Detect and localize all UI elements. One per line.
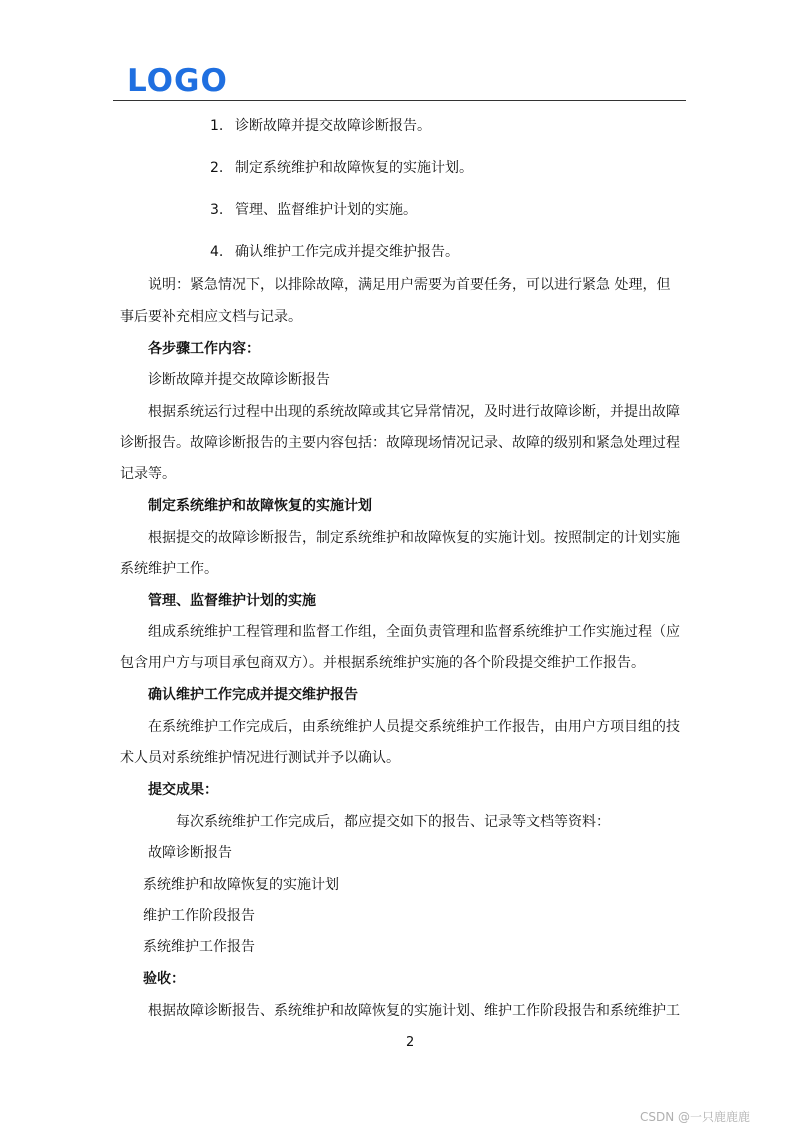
step1-title: 诊断故障并提交故障诊断报告 <box>148 372 330 388</box>
deliverable-item: 维护工作阶段报告 <box>143 908 255 924</box>
step-2-text: 制定系统维护和故障恢复的实施计划。 <box>235 160 473 176</box>
step4-para-line-1: 在系统维护工作完成后，由系统维护人员提交系统维护工作报告，由用户方项目组的技 <box>148 719 680 735</box>
step4-para-line-2: 术人员对系统维护情况进行测试并予以确认。 <box>120 750 400 766</box>
deliverables-heading: 提交成果： <box>148 782 218 798</box>
step-4-number: 4. <box>210 244 224 260</box>
acceptance-para-line-1: 根据故障诊断报告、系统维护和故障恢复的实施计划、维护工作阶段报告和系统维护工 <box>148 1003 680 1019</box>
deliverable-item: 故障诊断报告 <box>148 845 232 861</box>
step-3-number: 3. <box>210 202 224 218</box>
watermark: CSDN @一只鹿鹿鹿 <box>640 1110 751 1124</box>
logo: LOGO <box>127 63 228 99</box>
step-3-text: 管理、监督维护计划的实施。 <box>235 202 417 218</box>
step2-title: 制定系统维护和故障恢复的实施计划 <box>148 498 372 514</box>
step1-para-line-3: 记录等。 <box>120 466 176 482</box>
step3-title: 管理、监督维护计划的实施 <box>148 593 316 609</box>
note-line-1: 说明：紧急情况下，以排除故障，满足用户需要为首要任务，可以进行紧急 处理，但 <box>148 277 671 293</box>
page-number: 2 <box>406 1035 415 1050</box>
step4-title: 确认维护工作完成并提交维护报告 <box>148 687 358 703</box>
step-1-number: 1. <box>210 118 224 134</box>
step1-para-line-2: 诊断报告。故障诊断报告的主要内容包括：故障现场情况记录、故障的级别和紧急处理过程 <box>120 435 680 451</box>
deliverables-intro: 每次系统维护工作完成后，都应提交如下的报告、记录等文档等资料： <box>176 814 610 830</box>
deliverable-item: 系统维护和故障恢复的实施计划 <box>143 877 339 893</box>
step-2-number: 2. <box>210 160 224 176</box>
step1-para-line-1: 根据系统运行过程中出现的系统故障或其它异常情况，及时进行故障诊断，并提出故障 <box>148 404 680 420</box>
header-divider <box>113 100 686 101</box>
step3-para-line-1: 组成系统维护工程管理和监督工作组，全面负责管理和监督系统维护工作实施过程（应 <box>148 624 680 640</box>
step-4-text: 确认维护工作完成并提交维护报告。 <box>235 244 459 260</box>
step3-para-line-2: 包含用户方与项目承包商双方）。并根据系统维护实施的各个阶段提交维护工作报告。 <box>120 655 645 671</box>
steps-heading: 各步骤工作内容： <box>148 341 260 357</box>
note-line-2: 事后要补充相应文档与记录。 <box>120 309 302 325</box>
step2-para-line-2: 系统维护工作。 <box>120 561 218 577</box>
acceptance-heading: 验收： <box>143 971 185 987</box>
step-1-text: 诊断故障并提交故障诊断报告。 <box>235 118 431 134</box>
deliverable-item: 系统维护工作报告 <box>143 939 255 955</box>
step2-para-line-1: 根据提交的故障诊断报告，制定系统维护和故障恢复的实施计划。按照制定的计划实施 <box>148 530 680 546</box>
